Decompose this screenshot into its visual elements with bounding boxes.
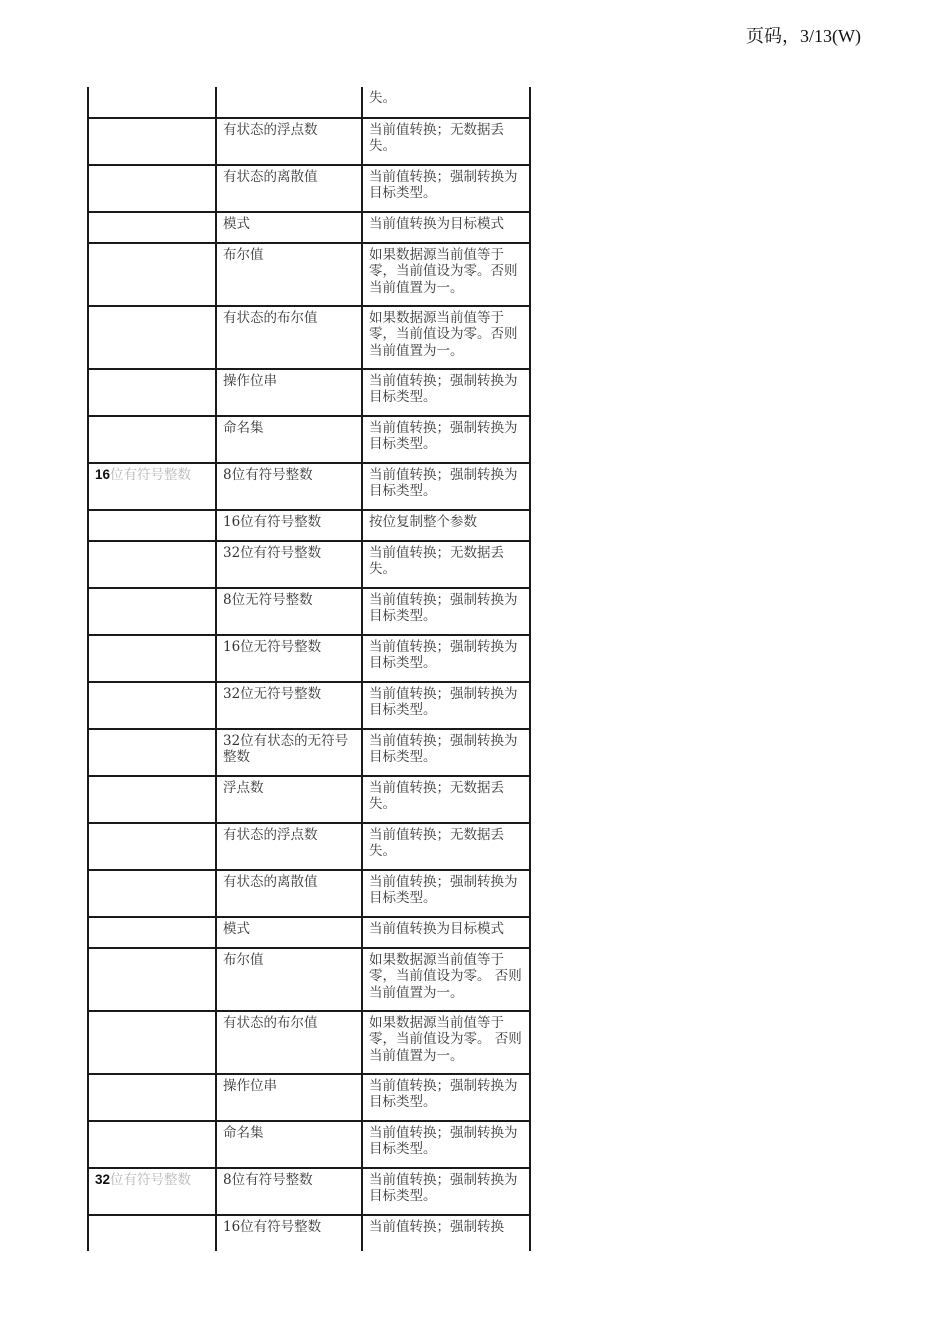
source-type-cell (88, 510, 216, 541)
table-row (88, 823, 530, 870)
target-type-cell: 8位有符号整数 (216, 463, 362, 510)
source-type-cell (88, 917, 216, 948)
table-row (88, 870, 530, 917)
table-row (88, 87, 530, 118)
table-row (88, 776, 530, 823)
target-type-cell: 有状态的浮点数 (216, 823, 362, 870)
source-type-cell (88, 463, 216, 510)
source-type-cell (88, 165, 216, 212)
target-type-cell: 16位无符号整数 (216, 635, 362, 682)
source-type-cell (88, 369, 216, 416)
target-type-cell: 有状态的布尔值 (216, 1011, 362, 1074)
table-row (88, 1121, 530, 1168)
source-type-cell (88, 776, 216, 823)
target-type-cell: 布尔值 (216, 243, 362, 306)
source-type-cell (88, 1121, 216, 1168)
target-type-cell: 16位有符号整数 (216, 510, 362, 541)
source-type-cell (88, 212, 216, 243)
conversion-rule-cell: 当前值转换；强制转换 (362, 1215, 530, 1251)
source-type-cell (88, 243, 216, 306)
table-row (88, 682, 530, 729)
conversion-rule-cell: 当前值转换；无数据丢失。 (362, 118, 530, 165)
target-type-cell: 模式 (216, 212, 362, 243)
conversion-rule-cell: 当前值转换；无数据丢失。 (362, 823, 530, 870)
conversion-rule-cell: 当前值转换为目标模式 (362, 917, 530, 948)
target-type-cell: 有状态的布尔值 (216, 306, 362, 369)
conversion-rule-cell: 当前值转换；强制转换为目标类型。 (362, 1121, 530, 1168)
table-row (88, 1074, 530, 1121)
target-type-cell: 操作位串 (216, 369, 362, 416)
target-type-cell: 32位有状态的无符号整数 (216, 729, 362, 776)
table-row (88, 1011, 530, 1074)
source-type-cell (88, 1168, 216, 1215)
conversion-rule-cell: 当前值转换；强制转换为目标类型。 (362, 870, 530, 917)
table-row (88, 510, 530, 541)
table-row (88, 917, 530, 948)
target-type-cell: 布尔值 (216, 948, 362, 1011)
source-type-cell (88, 870, 216, 917)
source-type-cell (88, 1011, 216, 1074)
table-row (88, 588, 530, 635)
conversion-rule-cell: 当前值转换；无数据丢失。 (362, 541, 530, 588)
target-type-cell: 模式 (216, 917, 362, 948)
target-type-cell: 16位有符号整数 (216, 1215, 362, 1251)
target-type-cell: 有状态的浮点数 (216, 118, 362, 165)
table-row (88, 463, 530, 510)
conversion-rule-cell: 当前值转换；强制转换为目标类型。 (362, 682, 530, 729)
source-type-cell (88, 118, 216, 165)
target-type-cell: 32位无符号整数 (216, 682, 362, 729)
table-row (88, 729, 530, 776)
conversion-rule-cell: 按位复制整个参数 (362, 510, 530, 541)
source-type-label: 位有符号整数 (110, 467, 192, 483)
target-type-cell (216, 87, 362, 118)
source-type-cell (88, 416, 216, 463)
source-type-cell (88, 588, 216, 635)
source-type-number: 16 (95, 467, 111, 482)
target-type-cell: 32位有符号整数 (216, 541, 362, 588)
conversion-rule-cell: 如果数据源当前值等于零，当前值设为零。否则当前值置为一。 (362, 243, 530, 306)
table-body (88, 87, 530, 1251)
conversion-rule-cell: 当前值转换；强制转换为目标类型。 (362, 635, 530, 682)
source-type-cell (88, 1074, 216, 1121)
table-row (88, 635, 530, 682)
conversion-rule-cell: 当前值转换；强制转换为目标类型。 (362, 1168, 530, 1215)
source-type-cell (88, 823, 216, 870)
conversion-rule-cell: 当前值转换；强制转换为目标类型。 (362, 729, 530, 776)
table-row (88, 1168, 530, 1215)
conversion-rule-cell: 当前值转换；无数据丢失。 (362, 776, 530, 823)
conversion-rule-cell: 当前值转换；强制转换为目标类型。 (362, 369, 530, 416)
source-type-cell (88, 682, 216, 729)
source-type-cell (88, 87, 216, 118)
source-type-label: 位有符号整数 (110, 1172, 192, 1188)
target-type-cell: 命名集 (216, 416, 362, 463)
conversion-rule-cell: 如果数据源当前值等于零，当前值设为零。 否则当前值置为一。 (362, 1011, 530, 1074)
source-type-cell (88, 1215, 216, 1251)
source-type-cell (88, 541, 216, 588)
table-row (88, 118, 530, 165)
conversion-rule-cell: 当前值转换；强制转换为目标类型。 (362, 416, 530, 463)
conversion-table (87, 87, 531, 1251)
conversion-rule-cell: 如果数据源当前值等于零，当前值设为零。否则当前值置为一。 (362, 306, 530, 369)
table-row (88, 243, 530, 306)
table-row (88, 369, 530, 416)
conversion-rule-cell: 当前值转换；强制转换为目标类型。 (362, 1074, 530, 1121)
conversion-rule-cell: 当前值转换；强制转换为目标类型。 (362, 165, 530, 212)
table-row (88, 165, 530, 212)
conversion-rule-cell: 当前值转换；强制转换为目标类型。 (362, 588, 530, 635)
table-row (88, 212, 530, 243)
table-row (88, 1215, 530, 1251)
conversion-rule-cell: 如果数据源当前值等于零，当前值设为零。 否则当前值置为一。 (362, 948, 530, 1011)
source-type-cell (88, 635, 216, 682)
page-number: 页码，3/13(W) (746, 26, 861, 46)
target-type-cell: 操作位串 (216, 1074, 362, 1121)
table-row (88, 948, 530, 1011)
target-type-cell: 8位无符号整数 (216, 588, 362, 635)
target-type-cell: 有状态的离散值 (216, 870, 362, 917)
table-row (88, 541, 530, 588)
table-row (88, 416, 530, 463)
conversion-rule-cell: 当前值转换为目标模式 (362, 212, 530, 243)
source-type-cell (88, 729, 216, 776)
target-type-cell: 8位有符号整数 (216, 1168, 362, 1215)
conversion-rule-cell: 当前值转换；强制转换为目标类型。 (362, 463, 530, 510)
conversion-rule-cell: 失。 (362, 87, 530, 118)
target-type-cell: 有状态的离散值 (216, 165, 362, 212)
source-type-cell (88, 306, 216, 369)
target-type-cell: 浮点数 (216, 776, 362, 823)
source-type-cell (88, 948, 216, 1011)
table-row (88, 306, 530, 369)
target-type-cell: 命名集 (216, 1121, 362, 1168)
source-type-number: 32 (95, 1172, 111, 1187)
